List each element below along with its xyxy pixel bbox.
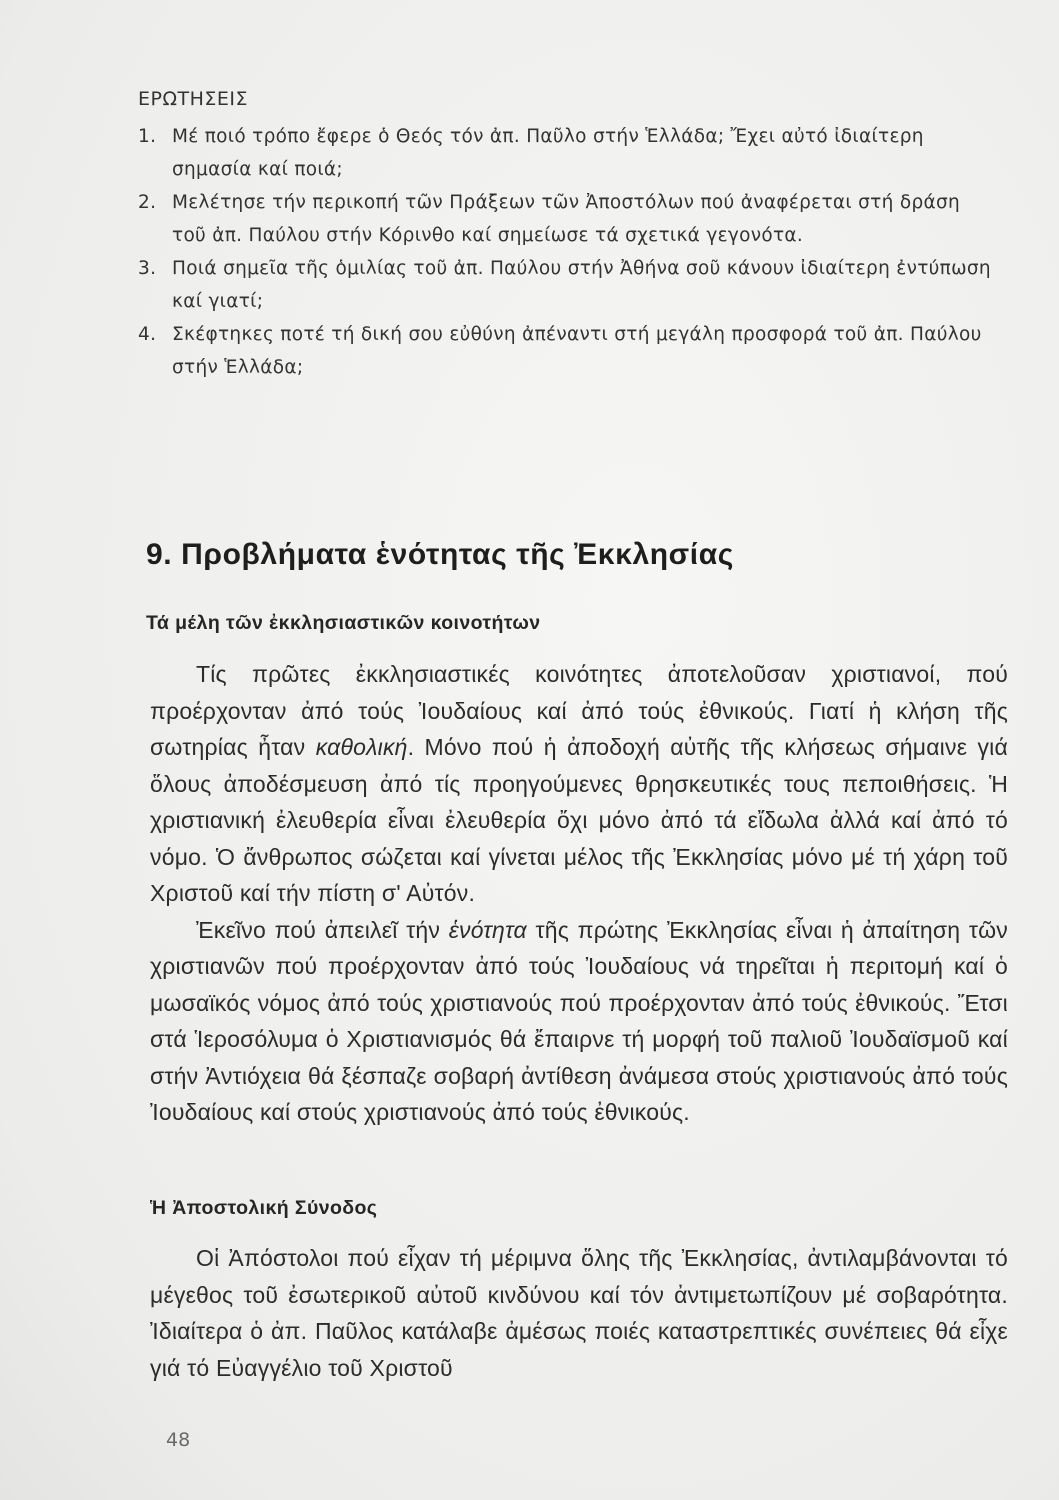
question-item [138,318,998,384]
text-run: τῆς πρώτης Ἐκκλησίας εἶναι ἡ ἀπαίτηση τῶν χριστιανῶν πού προέρχονταν ἀπό τούς Ἰουδαίους νά τηρεῖται ἡ περιτομή καί ὁ μωσαϊκός νόμος ἀπό τούς χριστιανούς πού προέρχονταν ἀπό τούς ἐθνικούς. Ἔτσι στά Ἱεροσόλυμα ὁ Χριστιανισμός θά ἔπαιρνε τή μορφή τοῦ παλιοῦ Ἰουδαϊσμοῦ καί στήν Ἀντιόχεια θά ξέσπαζε σοβαρή ἀντίθεση ἀνάμεσα στούς χριστιανούς ἀπό τούς Ἰουδαίους καί στούς χριστιανούς ἀπό τούς ἐθνικούς. [150,916,1008,1125]
question-text: Σκέφτηκες ποτέ τή δική σου εὐθύνη ἀπέναντι στή μεγάλη προσφορά τοῦ ἀπ. Παύλου στήν Ἑλλάδα; [172,324,982,378]
section-heading-council: Ἡ Ἀποστολική Σύνοδος [150,1197,378,1219]
question-number: 4. [138,324,157,345]
questions-list [138,120,998,384]
section-body-members [150,656,1008,1131]
emphasis-text: καθολική [315,734,408,760]
text-run: Τίς πρῶτες ἐκκλησιαστικές κοινότητες ἀποτελοῦσαν χριστιανοί, πού προέρχονταν ἀπό τούς Ἰουδαίους καί ἀπό τούς ἐθνικούς. Γιατί ἡ κλήση τῆς σωτηρίας ἦταν [150,661,1008,760]
questions-heading: ΕΡΩΤΗΣΕΙΣ [138,88,248,110]
section-body-council [150,1240,1008,1386]
body-paragraph [150,912,1008,1131]
page-number: 48 [166,1429,191,1451]
text-run: . Μόνο πού ἡ ἀποδοχή αὐτῆς τῆς κλήσεως σήμαινε γιά ὅλους ἀποδέσμευση ἀπό τίς προηγούμενες θρησκευτικές τους πεποιθήσεις. Ἡ χριστιανική ἐλευθερία εἶναι ἐλευθερία ὄχι μόνο ἀπό τά εἴδωλα ἀλλά καί ἀπό τό νόμο. Ὁ ἄνθρωπος σώζεται καί γίνεται μέλος τῆς Ἐκκλησίας μόνο μέ τή χάρη τοῦ Χριστοῦ καί τήν πίστη σ' Αὐτόν. [150,734,1008,906]
question-number: 1. [138,126,157,147]
question-text: Μέ ποιό τρόπο ἔφερε ὁ Θεός τόν ἀπ. Παῦλο στήν Ἑλλάδα; Ἔχει αὐτό ἰδιαίτερη σημασία καί ποιά; [172,126,924,180]
question-item [138,252,998,318]
body-paragraph: Οἱ Ἀπόστολοι πού εἶχαν τή μέριμνα ὅλης τῆς Ἐκκλησίας, ἀντιλαμβάνονται τό μέγεθος τοῦ ἐσωτερικοῦ αὐτοῦ κινδύνου καί τόν ἀντιμετωπίζουν μέ σοβαρότητα. Ἰδιαίτερα ὁ ἀπ. Παῦλος κατάλαβε ἀμέσως ποιές καταστρεπτικές συνέπειες θά εἶχε γιά τό Εὐαγγέλιο τοῦ Χριστοῦ [150,1245,1008,1381]
question-item [138,120,998,186]
question-number: 2. [138,192,157,213]
chapter-title: 9. Προβλήματα ἑνότητας τῆς Ἐκκλησίας [146,538,734,571]
section-heading-members: Τά μέλη τῶν ἐκκλησιαστικῶν κοινοτήτων [146,612,541,634]
question-item [138,186,998,252]
emphasis-text: ἑνότητα [448,916,527,943]
body-paragraph [150,656,1008,912]
text-run: Ἐκεῖνο πού ἀπειλεῖ τήν [196,916,449,943]
question-number: 3. [138,258,157,279]
question-text: Ποιά σημεῖα τῆς ὁμιλίας τοῦ ἀπ. Παύλου στήν Ἀθήνα σοῦ κάνουν ἰδιαίτερη ἐντύπωση καί γιατί; [172,258,991,312]
question-text: Μελέτησε τήν περικοπή τῶν Πράξεων τῶν Ἀποστόλων πού ἀναφέρεται στή δράση τοῦ ἀπ. Παύλου στήν Κόρινθο καί σημείωσε τά σχετικά γεγονότα. [172,192,961,246]
